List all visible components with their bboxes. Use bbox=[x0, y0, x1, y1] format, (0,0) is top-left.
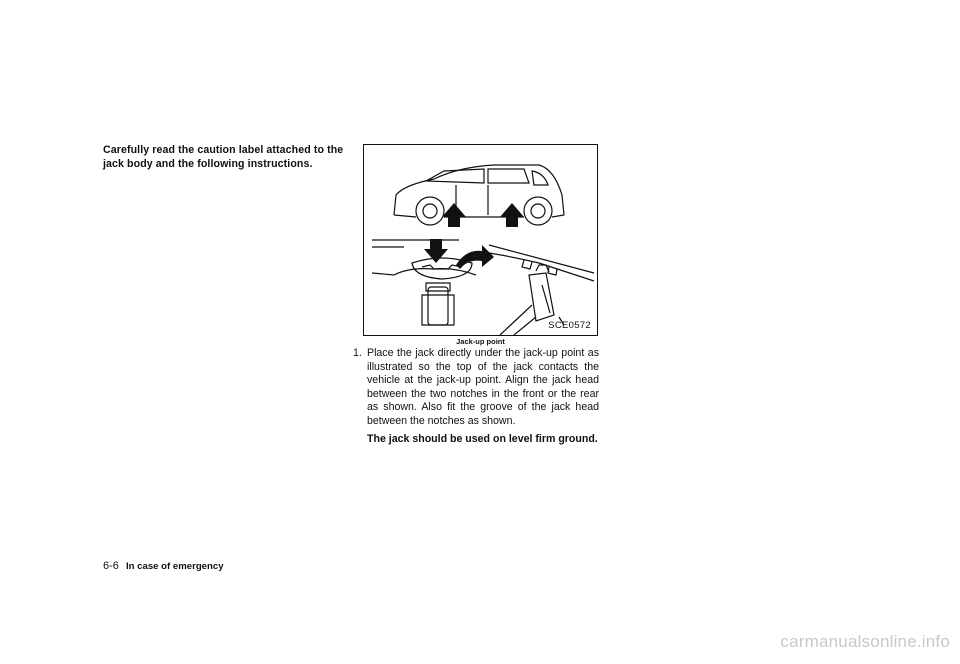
front-wheel bbox=[416, 197, 444, 225]
watermark: carmanualsonline.info bbox=[780, 632, 950, 651]
jack-illustration bbox=[364, 145, 597, 335]
figure-code: SCE0572 bbox=[548, 320, 591, 331]
arrow-up-front bbox=[442, 203, 466, 227]
jack-up-point-figure bbox=[363, 144, 598, 336]
page-number: 6-6 bbox=[103, 560, 119, 572]
figure-caption: Jack-up point bbox=[456, 337, 505, 346]
arrow-up-rear bbox=[500, 203, 524, 227]
page-footer bbox=[103, 560, 224, 572]
jack-body-side bbox=[529, 273, 554, 321]
intro-paragraph: Carefully read the caution label attached to the jack body and the following instructions. bbox=[103, 144, 344, 170]
step-text: Place the jack directly under the jack-up point as illustrated so the top of the jack contacts the vehicle at the jack-up point. Align the jack head between the two notches in the front or the rear as shown. Also fit the groove of the jack head between the notches as shown. bbox=[367, 347, 599, 427]
arrow-curve bbox=[456, 245, 494, 269]
rear-wheel bbox=[524, 197, 552, 225]
car-rear-window bbox=[488, 169, 529, 183]
instruction-step-1 bbox=[353, 347, 599, 446]
section-title: In case of emergency bbox=[125, 561, 224, 572]
jack-head-front bbox=[428, 287, 448, 325]
step-note: The jack should be used on level firm ground. bbox=[367, 432, 598, 445]
step-number: 1. bbox=[353, 347, 362, 359]
